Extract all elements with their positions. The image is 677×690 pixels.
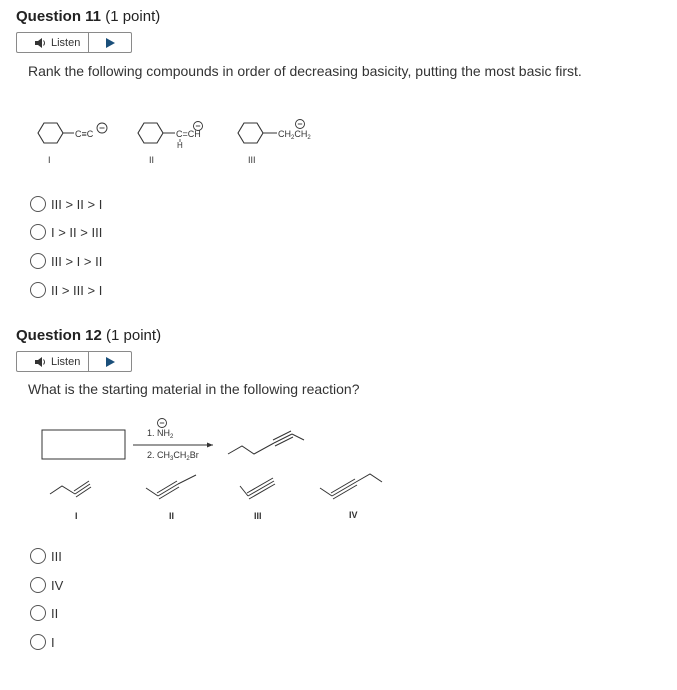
q12-listen-label: Listen [51,355,81,368]
q11-option[interactable] [30,224,102,240]
radio-button[interactable] [30,548,46,564]
q12-option-label: IV [51,577,64,593]
compound-II-hydrogen: H [177,141,183,150]
question-12-title [16,327,161,344]
q11-option-label: II > III > I [51,282,103,298]
compound-III [238,120,311,166]
candidate-IV-structure [320,474,382,499]
q11-play-button[interactable] [89,33,131,52]
compound-I-label: I [48,155,51,165]
product-structure [228,431,304,454]
question-11-number: Question 11 [16,8,102,25]
q12-listen-button[interactable] [17,352,89,371]
q11-option-label: III > II > I [51,196,103,212]
radio-button[interactable] [30,282,46,298]
candidate-III-label: III [254,511,262,521]
radio-button[interactable] [30,605,46,621]
q11-listen-button[interactable] [17,33,89,52]
candidate-I-structure [50,481,91,497]
q12-play-button[interactable] [89,352,131,371]
q11-listen-widget [16,32,132,53]
q11-option-label: III > I > II [51,253,103,269]
radio-button[interactable] [30,196,46,212]
question-11-title [16,8,160,25]
compound-II-label: II [149,155,155,165]
q11-option[interactable] [30,196,102,212]
question-11-prompt: Rank the following compounds in order of decreasing basicity, putting the most basic first. [28,63,582,79]
candidate-III-structure [240,478,275,499]
q12-option[interactable] [30,634,55,650]
candidate-II-label: II [169,511,175,521]
q12-option[interactable] [30,548,62,564]
candidate-IV-label: IV [349,510,358,520]
q12-listen-widget [16,351,132,372]
speaker-icon [35,357,47,367]
radio-button[interactable] [30,577,46,593]
play-icon [106,38,115,48]
q12-option[interactable] [30,577,63,593]
candidate-I-label: I [75,511,78,521]
q12-option-label: II [51,605,59,621]
compound-I-group: C≡C [75,129,94,139]
q12-option-label: I [51,634,55,650]
question-12-prompt: What is the starting material in the following reaction? [28,381,360,397]
q11-option[interactable] [30,282,102,298]
play-icon [106,357,115,367]
compound-III-label: III [248,155,256,165]
speaker-icon [35,38,47,48]
compound-II [138,122,203,166]
question-12-points: (1 point) [106,327,162,344]
q12-reaction-figure [30,412,390,527]
q11-compounds-figure [30,115,340,175]
q11-option-label: I > II > III [51,224,103,240]
compound-III-group: $CH_2CH_2$ [278,129,311,141]
candidate-II-structure [146,475,196,499]
question-12-number: Question 12 [16,327,102,344]
q12-option[interactable] [30,605,58,621]
radio-button[interactable] [30,253,46,269]
q11-option[interactable] [30,253,102,269]
question-11-points: (1 point) [105,8,161,25]
compound-II-group: C=CH [176,129,201,139]
reagent-step-1: 1. $NH_2$ [147,428,174,440]
compound-I [38,123,107,165]
q11-listen-label: Listen [51,36,81,49]
radio-button[interactable] [30,224,46,240]
radio-button[interactable] [30,634,46,650]
unknown-starting-material-box [42,430,125,459]
q12-option-label: III [51,548,62,564]
reagent-step-2: 2. $CH_3CH_2Br$ [147,450,199,462]
